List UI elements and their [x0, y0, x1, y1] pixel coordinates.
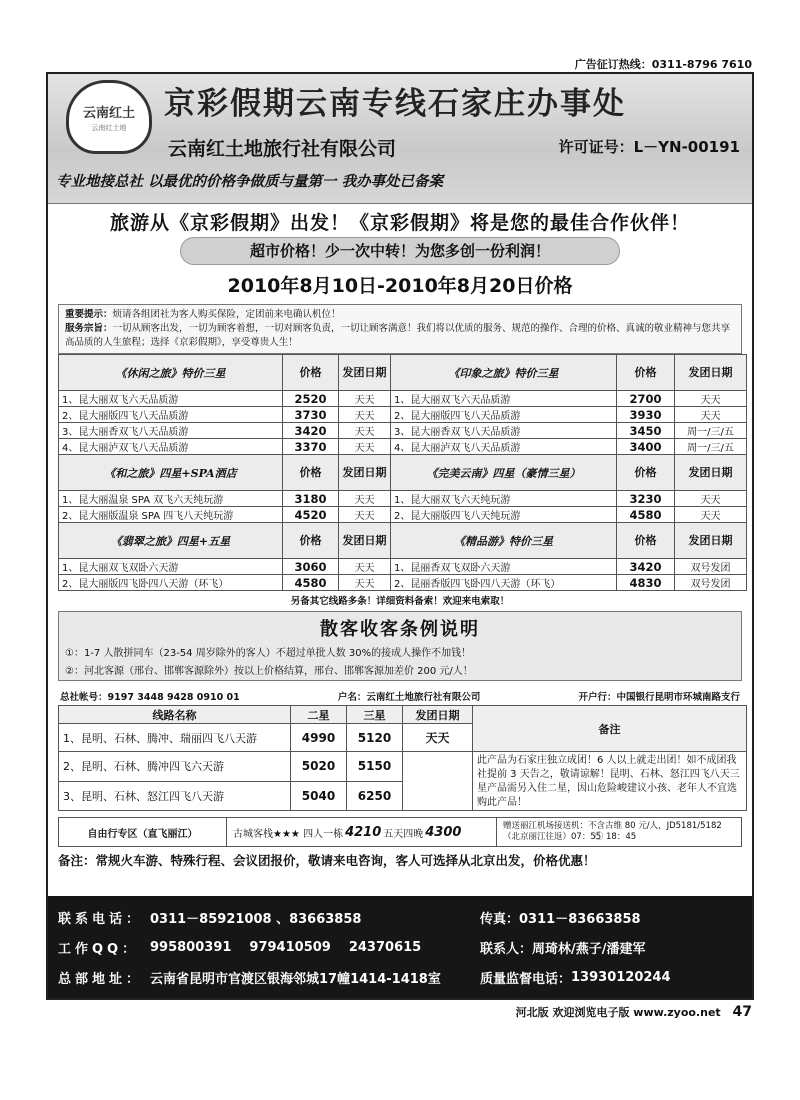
section-title: 《完美云南》四星（豪情三星） [391, 455, 617, 491]
rules-title: 散客收客条例说明 [320, 619, 480, 640]
notice-label: 重要提示： [65, 309, 113, 320]
route-price: 2520 [283, 391, 339, 407]
route-date: 天天 [339, 491, 391, 507]
depart-date-empty [403, 752, 473, 811]
route-name: 3、昆明、石林、怒江四飞八天游 [59, 781, 291, 811]
route-name: 1、昆大丽双飞六天品质游 [59, 391, 283, 407]
route-price: 2700 [617, 391, 675, 407]
edition-label: 河北版 [515, 1006, 549, 1019]
qq-numbers [150, 940, 480, 955]
route-name: 4、昆大丽泸双飞八天品质游 [391, 439, 617, 455]
section-title: 《翡翠之旅》四星+五星 [59, 523, 283, 559]
price-4300: 4300 [425, 824, 462, 840]
supervise-label: 质量监督电话： [480, 971, 572, 987]
route-date: 双号发团 [675, 559, 747, 575]
col-3star: 三星 [347, 706, 403, 724]
price-3star: 6250 [347, 781, 403, 811]
address-label: 总部地址： [58, 971, 144, 987]
col-route-name: 线路名称 [59, 706, 291, 724]
company-logo [66, 80, 152, 154]
route-price: 3450 [617, 423, 675, 439]
banner-title: 京彩假期云南专线石家庄办事处 [164, 86, 626, 122]
col-date: 发团日期 [339, 455, 391, 491]
table-row [59, 491, 747, 507]
section-title: 《和之旅》四星+SPA酒店 [59, 455, 283, 491]
route-price: 4580 [283, 575, 339, 591]
ad-frame [46, 72, 754, 1000]
notice-text: 烦请各组团社为客人购买保险，定团前来电确认机位！ [112, 309, 341, 320]
airport-transfer: 赠送丽江机场接送机：不含古维 80 元/人，JD5181/5182（北京丽江往返）07：55 ⃝ 18：45 [503, 821, 722, 842]
days-desc: 五天四晚 [383, 828, 424, 840]
table-row [59, 439, 747, 455]
supervise-phone: 13930120244 [571, 969, 671, 985]
route-price: 3230 [617, 491, 675, 507]
route-price: 4520 [283, 507, 339, 523]
col-price: 价格 [283, 455, 339, 491]
price-2star: 5020 [291, 752, 347, 782]
phone-label: 联系电话： [58, 911, 144, 927]
logo-text: 云南红土 [82, 105, 135, 121]
other-lines-note: 另备其它线路多条！详细资料备索！欢迎来电索取！ [290, 596, 510, 607]
section-title: 《印象之旅》特价三星 [391, 355, 617, 391]
table-row [59, 423, 747, 439]
price-table [58, 354, 747, 591]
contact-person-label: 联系人： [480, 941, 533, 957]
tagline: 旅游从《京彩假期》出发！《京彩假期》将是您的最佳合作伙伴！ [109, 212, 690, 234]
free-travel-label: 自由行专区（直飞丽江） [59, 818, 227, 846]
route-name: 3、昆大丽香双飞八天品质游 [59, 423, 283, 439]
route-name: 1、昆大丽双飞双卧六天游 [59, 559, 283, 575]
route-date: 天天 [339, 391, 391, 407]
website-text: 欢迎浏览电子版 www.zyoo.net [552, 1006, 721, 1019]
table-row [59, 407, 747, 423]
table-row [59, 559, 747, 575]
route-date: 天天 [339, 507, 391, 523]
qq-3: 24370615 [348, 939, 422, 955]
route-name: 1、昆大丽双飞六天品质游 [391, 391, 617, 407]
col-price: 价格 [283, 523, 339, 559]
route-date: 周一/三/五 [675, 423, 747, 439]
company-name: 云南红土地旅行社有限公司 [168, 138, 397, 160]
route-date: 天天 [675, 407, 747, 423]
col-date: 发团日期 [339, 523, 391, 559]
logo-subtext: 云南红土地 [91, 123, 127, 132]
col-date: 发团日期 [675, 355, 747, 391]
section-title: 《休闲之旅》特价三星 [59, 355, 283, 391]
route-date: 天天 [675, 491, 747, 507]
bank-branch: 开户行：中国银行昆明市环城南路支行 [578, 692, 740, 703]
route-date: 天天 [339, 439, 391, 455]
route-name: 3、昆大丽香双飞八天品质游 [391, 423, 617, 439]
col-date: 发团日期 [675, 523, 747, 559]
route-name: 1、昆大丽温泉 SPA 双飞六天纯玩游 [59, 491, 283, 507]
rule-2: ②：河北客源（邢台、邯郸客源除外）按以上价格结算，邢台、邯郸客源加差价 200 元/人！ [65, 666, 473, 677]
service-text: 一切从顾客出发，一切为顾客着想，一切对顾客负责，一切让顾客满意！我们将以优质的服务、规范的操作、合理的价格、真诚的敬业精神与您共享高品质的人生旅程；选择《京彩假期》，享受尊贵人生！ [65, 323, 731, 348]
banner-slogan: 专业地接总社 以最优的价格争做质与量第一 我办事处已备案 [56, 173, 444, 190]
route-date: 双号发团 [675, 575, 747, 591]
route-name: 2、昆大丽版温泉 SPA 四飞八天纯玩游 [59, 507, 283, 523]
route-price: 3180 [283, 491, 339, 507]
license-number: 许可证号：L－YN-00191 [558, 138, 740, 156]
hq-address: 云南省昆明市官渡区银海邻城17幢1414-1418室 [150, 971, 441, 987]
contact-row-address [58, 962, 742, 992]
route-name: 4、昆大丽泸双飞八天品质游 [59, 439, 283, 455]
route-name: 1、昆明、石林、腾冲、瑞丽四飞八天游 [59, 724, 291, 752]
price-2star: 4990 [291, 724, 347, 752]
route-price: 3370 [283, 439, 339, 455]
section-title: 《精品游》特价三星 [391, 523, 617, 559]
route-name: 2、昆大丽版四飞八天品质游 [59, 407, 283, 423]
route-date: 天天 [339, 575, 391, 591]
route-name: 2、昆大丽版四飞八天品质游 [391, 407, 617, 423]
price-3star: 5150 [347, 752, 403, 782]
route-table [58, 705, 747, 811]
qq-label: 工作QQ： [58, 941, 140, 957]
page-number: 47 [732, 1004, 752, 1020]
route-price: 3730 [283, 407, 339, 423]
col-depart-date: 发团日期 [403, 706, 473, 724]
fax-number: 0311－83663858 [519, 911, 641, 927]
phone-numbers: 0311－85921008 、83663858 [150, 911, 362, 927]
qq-2: 979410509 [249, 939, 331, 955]
route-price: 4830 [617, 575, 675, 591]
route-price: 3930 [617, 407, 675, 423]
route-name: 2、昆大丽版四飞八天纯玩游 [391, 507, 617, 523]
route-name: 1、昆大丽双飞六天纯玩游 [391, 491, 617, 507]
col-2star: 二星 [291, 706, 347, 724]
route-remark: 此产品为石家庄独立成团！6 人以上就走出团！如不成团我社提前 3 天告之，敬请谅解！昆明、石林、怒江四飞八天三星产品需另入住二星，因山危险峻建议小孩、老年人不宜选购此产品！ [473, 752, 747, 811]
route-price: 3400 [617, 439, 675, 455]
col-date: 发团日期 [675, 455, 747, 491]
bank-info [60, 689, 740, 703]
col-remark: 备注 [473, 706, 747, 752]
fax-label: 传真： [480, 911, 520, 927]
important-notice [58, 304, 742, 354]
price-3star: 5120 [347, 724, 403, 752]
route-price: 3060 [283, 559, 339, 575]
route-name: 1、昆丽香双飞双卧六天游 [391, 559, 617, 575]
depart-date: 天天 [403, 724, 473, 752]
route-date: 周一/三/五 [675, 439, 747, 455]
free-travel-zone [58, 817, 742, 847]
promo-pill: 超市价格！少一次中转！为您多创一份利润！ [180, 237, 620, 265]
table-row [59, 391, 747, 407]
route-price: 3420 [283, 423, 339, 439]
table-row [59, 752, 747, 782]
route-date: 天天 [675, 391, 747, 407]
col-price: 价格 [283, 355, 339, 391]
route-name: 2、昆大丽版四飞卧四八天游（环飞） [59, 575, 283, 591]
contact-panel [48, 896, 752, 998]
table-row [59, 575, 747, 591]
rule-1: ①：1-7 人散拼同车（23-54 周岁除外的客人）不超过单批人数 30%的接成人操作不加钱！ [65, 648, 472, 659]
ad-hotline: 广告征订热线：0311-8796 7610 [574, 58, 752, 71]
price-period-title: 2010年8月10日-2010年8月20日价格 [227, 275, 573, 297]
route-name: 2、昆明、石林、腾冲四飞六天游 [59, 752, 291, 782]
table-row [59, 507, 747, 523]
col-price: 价格 [617, 355, 675, 391]
banner [48, 74, 752, 204]
account-holder: 户名：云南红土地旅行社有限公司 [337, 692, 481, 703]
contact-persons: 周琦林/燕子/潘建军 [532, 941, 646, 957]
contact-row-phone [58, 902, 742, 932]
col-date: 发团日期 [339, 355, 391, 391]
individual-guest-rules [58, 611, 742, 681]
bank-account: 总社帐号：9197 3448 9428 0910 01 [60, 692, 240, 703]
col-price: 价格 [617, 455, 675, 491]
route-date: 天天 [339, 407, 391, 423]
contact-row-qq [58, 932, 742, 962]
free-travel-offer [227, 818, 497, 846]
service-label: 服务宗旨： [65, 323, 113, 334]
price-4210: 4210 [345, 824, 382, 840]
route-date: 天天 [339, 423, 391, 439]
page-footer [516, 1004, 752, 1020]
price-2star: 5040 [291, 781, 347, 811]
route-date: 天天 [339, 559, 391, 575]
qq-1: 995800391 [150, 939, 232, 955]
route-price: 4580 [617, 507, 675, 523]
general-remark: 备注：常规火车游、特殊行程、会议团报价，敬请来电咨询，客人可选择从北京出发，价格优惠！ [58, 853, 596, 868]
col-price: 价格 [617, 523, 675, 559]
route-date: 天天 [675, 507, 747, 523]
route-price: 3420 [617, 559, 675, 575]
hotel-desc: 古城客栈★★★ 四人一栋 [233, 828, 344, 840]
route-name: 2、昆丽香版四飞卧四八天游（环飞） [391, 575, 617, 591]
